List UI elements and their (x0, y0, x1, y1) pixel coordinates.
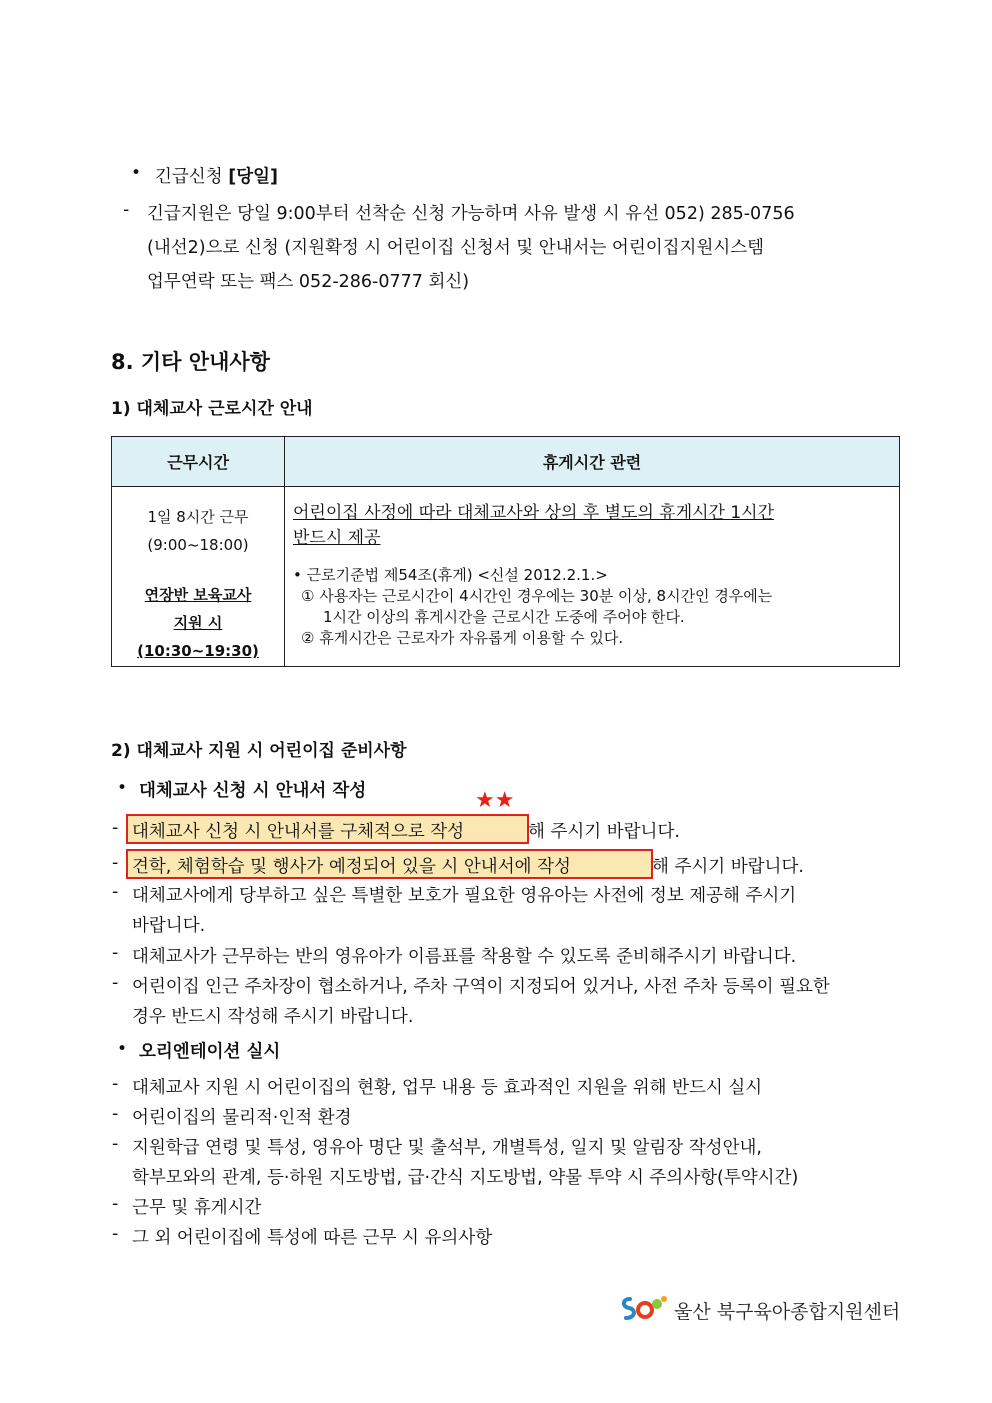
rest-time-cell (285, 487, 900, 667)
urgent-line-2: (내선2)으로 신청 (지원확정 시 어린이집 신청서 및 안내서는 어린이집지원시스템 (147, 238, 765, 258)
dash: - (123, 200, 130, 220)
dash: - (112, 1194, 119, 1214)
dash: - (112, 853, 119, 873)
subsection-2-title: 2) 대체교사 지원 시 어린이집 준비사항 (111, 741, 407, 761)
guide-item-3-cont: 경우 반드시 작성해 주시기 바랍니다. (132, 1007, 414, 1027)
orientation-item-4: 근무 및 휴게시간 (132, 1198, 262, 1218)
work-hours-normal: 1일 8시간 근무 (147, 508, 249, 526)
highlight-text-1-rest: 해 주시기 바랍니다. (528, 822, 680, 842)
center-logo-icon (620, 1293, 670, 1323)
section-title: 8. 기타 안내사항 (111, 350, 270, 374)
orientation-item-1: 대체교사 지원 시 어린이집의 현황, 업무 내용 등 효과적인 지원을 위해 반드시 실시 (132, 1078, 763, 1098)
dash: - (112, 1134, 119, 1154)
subsection-1-title: 1) 대체교사 근로시간 안내 (111, 399, 313, 419)
guide-item-1-cont: 바랍니다. (132, 916, 206, 936)
rest-time-table (111, 436, 900, 667)
dash: - (112, 818, 119, 838)
highlight-text-1: 대체교사 신청 시 안내서를 구체적으로 작성 (132, 822, 465, 842)
highlight-text-2: 견학, 체험학습 및 행사가 예정되어 있을 시 안내서에 작성 (132, 857, 571, 877)
table-header-rest-time: 휴게시간 관련 (285, 437, 900, 487)
rest-notice-line-1: 어린이집 사정에 따라 대체교사와 상의 후 별도의 휴게시간 1시간 (293, 503, 775, 523)
dash: - (112, 943, 119, 963)
guide-heading: 대체교사 신청 시 안내서 작성 (139, 781, 367, 801)
dash: - (112, 1104, 119, 1124)
urgent-heading: 긴급신청 [당일] (155, 167, 279, 187)
bullet-dot: • (117, 778, 128, 798)
bullet-dot: • (131, 163, 142, 183)
dash: - (112, 973, 119, 993)
guide-item-1: 대체교사에게 당부하고 싶은 특별한 보호가 필요한 영유아는 사전에 정보 제공해 주시기 (132, 886, 797, 906)
dash: - (112, 1224, 119, 1244)
law-title: • 근로기준법 제54조(휴게) <신설 2012.2.1.> (293, 566, 608, 584)
highlight-text-2-rest: 해 주시기 바랍니다. (652, 857, 804, 877)
work-hours-cell (112, 487, 285, 667)
extended-class-label: 연장반 보육교사 (144, 586, 252, 604)
table-header-work-hours: 근무시간 (112, 437, 285, 487)
law-item-1: ① 사용자는 근로시간이 4시간인 경우에는 30분 이상, 8시간인 경우에는 (301, 587, 773, 605)
dash: - (112, 1074, 119, 1094)
footer-org-name: 울산 북구육아종합지원센터 (674, 1301, 901, 1323)
guide-item-3: 어린이집 인근 주차장이 협소하거나, 주차 구역이 지정되어 있거나, 사전 주차 등록이 필요한 (132, 977, 830, 997)
law-item-2: ② 휴게시간은 근로자가 자유롭게 이용할 수 있다. (301, 629, 624, 647)
rest-notice-line-2: 반드시 제공 (293, 528, 381, 548)
urgent-line-1: 긴급지원은 당일 9:00부터 선착순 신청 가능하며 사유 발생 시 유선 052) 285-0756 (147, 204, 795, 224)
law-item-1-cont: 1시간 이상의 휴게시간을 근로시간 도중에 주어야 한다. (323, 608, 685, 626)
orientation-heading: 오리엔테이션 실시 (139, 1042, 281, 1062)
orientation-item-2: 어린이집의 물리적·인적 환경 (132, 1108, 352, 1128)
orientation-item-3-cont: 학부모와의 관계, 등·하원 지도방법, 급·간식 지도방법, 약물 투약 시 주의사항(투약시간) (132, 1168, 799, 1188)
urgent-line-3: 업무연락 또는 팩스 052-286-0777 회신) (147, 272, 470, 292)
orientation-item-3: 지원학급 연령 및 특성, 영유아 명단 및 출석부, 개별특성, 일지 및 알림장 작성안내, (132, 1138, 762, 1158)
star-icon: ★★ (475, 788, 515, 813)
extended-class-hours: (10:30~19:30) (137, 642, 259, 660)
extended-class-support: 지원 시 (173, 614, 223, 632)
dash: - (112, 882, 119, 902)
bullet-dot: • (117, 1039, 128, 1059)
guide-item-2: 대체교사가 근무하는 반의 영유아가 이름표를 착용할 수 있도록 준비해주시기 바랍니다. (132, 947, 797, 967)
work-hours-range: (9:00~18:00) (147, 536, 249, 554)
orientation-item-5: 그 외 어린이집에 특성에 따른 근무 시 유의사항 (132, 1228, 493, 1248)
